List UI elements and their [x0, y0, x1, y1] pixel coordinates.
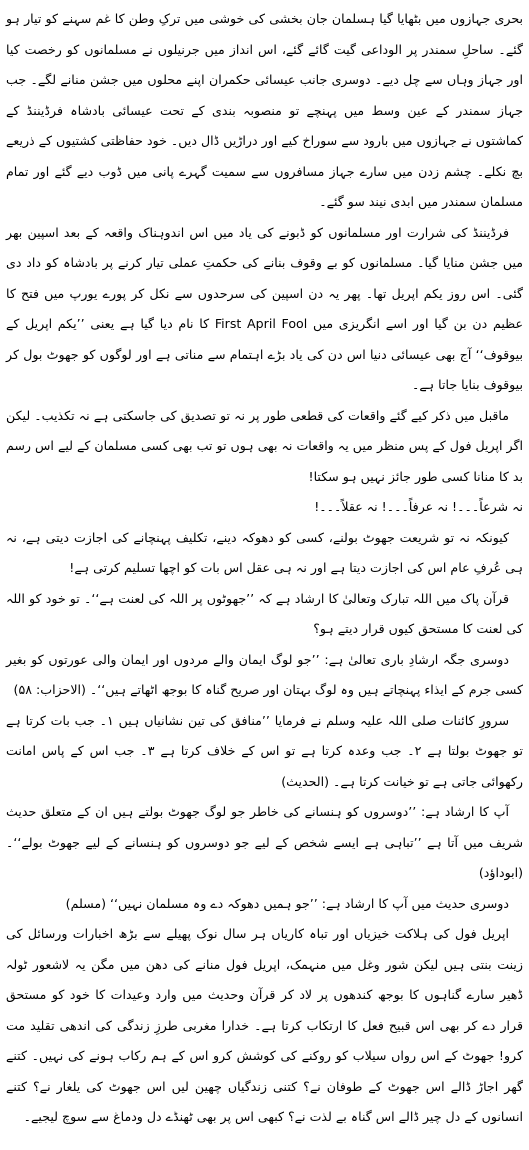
paragraph-celebration-april-fool: فرڈیننڈ کی شرارت اور مسلمانوں کو ڈبونے کی یاد میں اس اندوہناک واقعہ کے بعد اسپین بھر میں جشن منایا گیا۔ مسلمانوں کو بے وقوف بنانے کی حکمتِ عملی تیار کرنے پر بادشاہ کو داد دی گئی۔ اس روز یکم اپریل تھا۔ پھر یہ دن اسپین کی سرحدوں سے نکل کر پورے یورپ میں فتح کا عظیم دن بن گیا اور اسے انگریزی میں First April Fool کا نام دیا گیا ہے یعنی ’’یکم اپریل کے بیوقوف‘‘ آج بھی عیسائی دنیا اس دن کی یاد بڑے اہتمام سے مناتی ہے اور لوگوں کو جھوٹ بول کر بیوقوف بنایا جاتا ہے۔: [6, 224, 523, 392]
paragraph-quran-curse: قرآن پاک میں اللہ تبارک وتعالیٰ کا ارشاد ہے کہ ’’جھوٹوں پر اللہ کی لعنت ہے‘‘۔ تو خود کو اللہ کی لعنت کا مستحق کیوں قرار دیتے ہو؟: [6, 590, 523, 636]
paragraph-quran-ahzab: دوسری جگہ ارشادِ باری تعالیٰ ہے: ’’جو لوگ ایمان والے مردوں اور ایمان والی عورتوں کو بغیر کسی جرم کے ایذاء پہنچاتے ہیں وہ لوگ بہتان اور صریح گناہ کا بوجھ اٹھاتے ہیں‘‘۔ (الاحزاب: ۵۸): [6, 651, 523, 697]
paragraph-ships-sinking: بحری جہازوں میں بٹھایا گیا ہسلمان جان بخشی کی خوشی میں ترکِ وطن کا غم سہنے کو تیار ہو گئے۔ ساحلِ سمندر پر الوداعی گیت گائے گئے، اس انداز میں جرنیلوں نے مسلمانوں کو رخصت کیا اور جہاز وہاں سے چل دیے۔ دوسری جانب عیسائی حکمران اپنے محلوں میں جشن منانے لگے۔ جب جہاز سمندر کے عین وسط میں پہنچے تو منصوبہ بندی کے تحت عیسائی بادشاہ فرڈیننڈ کے کماشتوں نے جہازوں میں بارود سے سوراخ کیے اور دراڑیں ڈال دیں۔ خود حفاظتی کشتیوں کے ذریعے بچ نکلے۔ چشم زدن میں سارے جہاز مسافروں سے سمیت گہرے پانی میں ڈوب دیے گئے اور تمام مسلمان سمندر میں ابدی نیند سو گئے۔: [6, 11, 523, 209]
paragraph-hadith-hypocrite: سرورِ کائنات صلی اللہ علیہ وسلم نے فرمایا ’’منافق کی تین نشانیاں ہیں ۱۔ جب بات کرتا ہے تو جھوٹ بولتا ہے ۲۔ جب وعدہ کرتا ہے تو اس کے خلاف کرتا ہے ۳۔ جب اس کے پاس امانت رکھوائی جاتی ہے تو خیانت کرتا ہے۔ (الحدیث): [6, 712, 523, 789]
paragraph-neither-sharia-custom-reason: نہ شرعاً۔۔۔! نہ عرفاً۔۔۔! نہ عقلاً۔۔۔!: [314, 499, 523, 514]
paragraph-hadith-abudawud: آپ کا ارشاد ہے: ’’دوسروں کو ہنسانے کی خاطر جو لوگ جھوٹ بولتے ہیں ان کے متعلق حدیث شریف میں آتا ہے ’’تباہی ہے ایسے شخص کے لیے جو دوسروں کو ہنسانے کے لیے جھوٹ بولے‘‘۔ (ابوداؤد): [6, 804, 523, 880]
paragraph-hadith-muslim: دوسری حدیث میں آپ کا ارشاد ہے: ’’جو ہمیں دھوکہ دے وہ مسلمان نہیں‘‘ (مسلم): [65, 895, 509, 911]
paragraph-conclusion: اپریل فول کی ہلاکت خیزیاں اور تباہ کاریاں ہر سال نوک پھیلے سے بڑھ اخبارات ورسائل کی زینت بنتی ہیں لیکن شور وغل میں منہمک، اپریل فول منانے کی دھن میں مگن یہ لاشعور ٹولہ ڈھیر سارے گناہوں کا بوجھ کندھوں پر لاد کر قرآن وحدیث میں وارد وعیدات کا خود کو مستحق قرار دے کر بھی اس قبیح فعل کا ارتکاب کرتا ہے۔ خدارا مغربی طرزِ زندگی کی اندھی تقلید مت کرو! جھوٹ کے اس رواں سیلاب کو روکنے کی کوشش کرو اس کے ہم رکاب ہونے کی نہیں۔ کتنے گھر اجاڑ ڈالے اس جھوٹ کے طوفان نے؟ کتنی زندگیاں چھین لیں اس جھوٹ کی یلغار نے؟ کتنے انسانوں کے دل چیر ڈالے اس گناہ بے لذت نے؟ کبھی اس پر بھی ٹھنڈے دل ودماغ سے سوچ لیجیے۔: [6, 926, 523, 1124]
paragraph-verification: ماقبل میں ذکر کیے گئے واقعات کی قطعی طور پر نہ تو تصدیق کی جاسکتی ہے نہ تکذیب۔ لیکن اگر اپریل فول کے پس منظر میں یہ واقعات نہ بھی ہوں تو تب بھی کسی مسلمان کے لیے اس رسم بد کا منانا کسی طور جائز نہیں ہو سکتا!: [6, 407, 523, 484]
paragraph-sharia-prohibits: کیونکہ نہ تو شریعت جھوٹ بولنے، کسی کو دھوکہ دینے، تکلیف پہنچانے کی اجازت دیتی ہے، نہ ہی عُرفِ عام اس کی اجازت دیتا ہے اور نہ ہی عقل اس بات کو اچھا تسلیم کرتی ہے!: [6, 529, 523, 575]
